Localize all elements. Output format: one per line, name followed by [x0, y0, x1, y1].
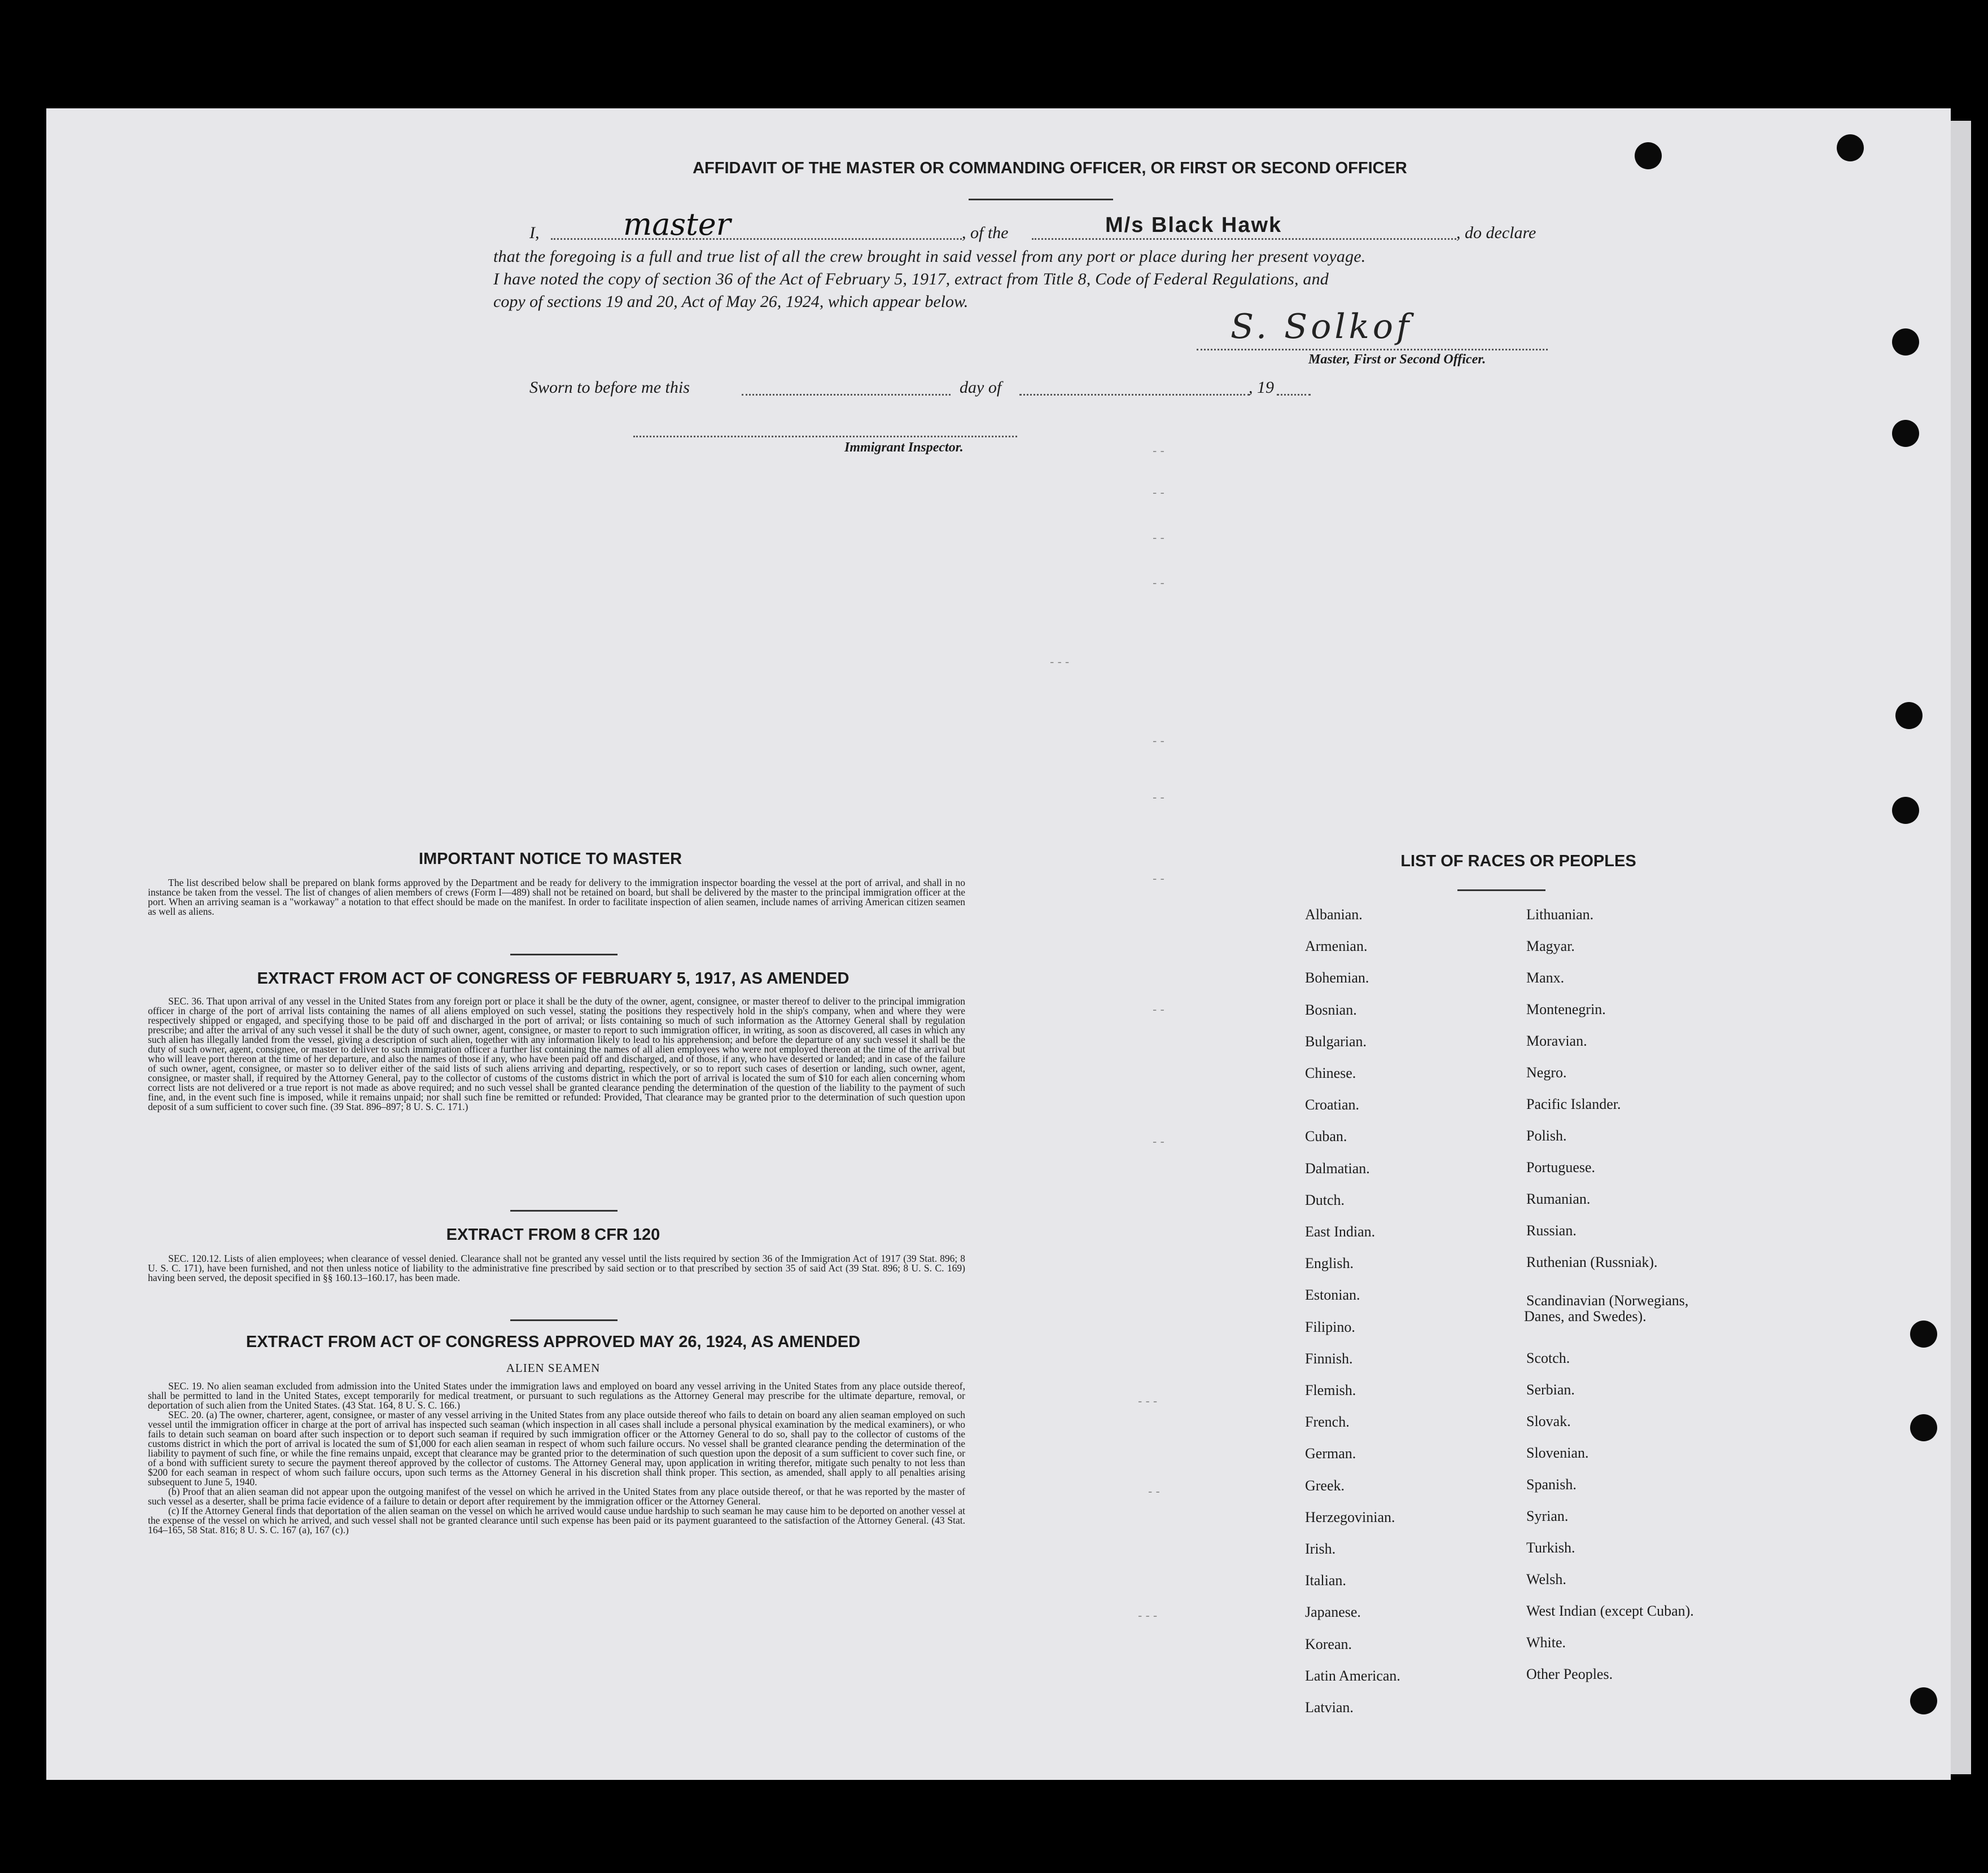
- race-item: Serbian.: [1526, 1381, 1575, 1398]
- faint-mark: - -: [1153, 1134, 1164, 1148]
- race-item: Other Peoples.: [1526, 1666, 1613, 1682]
- extract-cfr-title: EXTRACT FROM 8 CFR 120: [446, 1226, 660, 1244]
- race-item: Lithuanian.: [1526, 906, 1594, 923]
- race-item: Montenegrin.: [1526, 1001, 1606, 1017]
- section-rule: [510, 954, 618, 955]
- extract-1917-text: [148, 997, 965, 1112]
- year-label: , 19: [1249, 378, 1274, 397]
- faint-mark: - -: [1153, 576, 1164, 590]
- race-item: Russian.: [1526, 1222, 1577, 1239]
- page-edge: [1951, 121, 1971, 1774]
- name-line: [551, 238, 962, 240]
- race-item: Korean.: [1305, 1635, 1352, 1652]
- race-item: Scotch.: [1526, 1350, 1570, 1366]
- race-item: Latin American.: [1305, 1667, 1400, 1684]
- sec-36-paragraph: SEC. 36. That upon arrival of any vessel in the United States from any foreign port or place it shall be the duty of the owner, agent, consignee, or master thereof to deliver to the principal immigration officer in charge of the port of arrival lists containing the names of all aliens employed on such vessel, stating the positions they respectively hold in the ship's company, when and where they were respectively shipped or engaged, and specifying those to be paid off and discharged in the port of arrival; or lists containing so much of such information as the Attorney General shall by regulation prescribe; and after the arrival of any such vessel it shall be the duty of such owner, agent, consignee, or master to report to such immigration officer, in writing, as soon as discovered, all cases in which any such alien has illegally landed from the vessel, giving a description of such alien, together with any information likely to lead to his apprehension; and before the departure of any such vessel it shall be the duty of such owner, agent, consignee, or master to deliver to such immigration officer a further list containing the names of all alien employees who were not employed thereon at the time of the arrival but who will leave port thereon at the time of her departure, and also the names of those if any, who have been paid off and discharged, and of those, if any, who have deserted or landed; and in case of the failure of such owner, agent, consignee, or master so to deliver either of the said lists of such aliens arriving and departing, respectively, or so to report such cases of desertion or landing, such owner, agent, consignee, or master shall, if required by the Attorney General, pay to the collector of customs of the customs district in which the port of arrival is located the sum of $10 for each alien concerning whom correct lists are not delivered or a true report is not made as above required; and no such vessel shall be granted clearance pending the determination of the question of the liability to the payment of such fine, and, in the event such fine is imposed, while it remains unpaid; nor shall such fine be remitted or refunded: Provided, That clearance may be granted prior to the determination of such question upon deposit of a sum sufficient to cover such fine. (39 Stat. 896–897; 8 U. S. C. 171.): [148, 995, 965, 1112]
- race-item: Moravian.: [1526, 1033, 1587, 1049]
- race-item: Albanian.: [1305, 906, 1363, 923]
- inspector-caption: Immigrant Inspector.: [844, 440, 964, 455]
- notice-text: [148, 878, 965, 916]
- extract-cfr-text: [148, 1254, 965, 1283]
- inspector-line: [633, 436, 1017, 437]
- race-item: White.: [1526, 1634, 1566, 1651]
- race-item: Finnish.: [1305, 1350, 1353, 1367]
- faint-mark: - -: [1153, 1002, 1164, 1016]
- sworn-day-line: [742, 394, 951, 396]
- faint-mark: - -: [1153, 790, 1164, 804]
- sec-20c-paragraph: (c) If the Attorney General finds that deportation of the alien seaman on the vessel on which he arrived would cause undue hardship to such seaman he may cause him to be deported on another vessel at the expense of the vessel on which he arrived, and such vessel shall not be granted clearance until such expense has been paid or its payment guaranteed to the satisfaction of the Attorney General. (43 Stat. 164–165, 58 Stat. 816; 8 U. S. C. 167 (a), 167 (c).): [148, 1505, 965, 1536]
- sec-20a-paragraph: SEC. 20. (a) The owner, charterer, agent, consignee, or master of any vessel arriving in the United States from any place outside thereof who fails to detain on board any alien seaman employed on such vessel until the immigration officer in charge at the port of arrival has inspected such seaman (which inspection in all cases shall include a personal physical examination by the medical examiners), or who fails to detain such seaman on board after such inspection or to deport such seaman if required by such immigration officer or the Attorney General to do so, shall pay to the collector of customs of the customs district in which the port of arrival is located the sum of $1,000 for each alien seaman in respect of whom such failure occurs. No vessel shall be granted clearance pending the determination of the liability to payment of such fine, or while the fine remains unpaid, except that clearance may be granted prior to the determination of such question upon the deposit of a sum sufficient to cover such fine, or of a bond with sufficient surety to secure the payment thereof approved by the collector of customs. The Attorney General may, upon application in writing therefor, mitigate such penalty to not less than $200 for each seaman in respect of whom such failure occurs, upon such terms as the Attorney General in his discretion shall think proper. This section, as amended, shall apply to all penalties arising subsequent to June 5, 1940.: [148, 1409, 965, 1488]
- race-item: Greek.: [1305, 1477, 1345, 1494]
- race-item: Irish.: [1305, 1541, 1336, 1557]
- sworn-month-line: [1019, 394, 1250, 396]
- faint-mark: - -: [1153, 444, 1164, 458]
- sworn-label: Sworn to before me this: [529, 378, 690, 397]
- i-label: I,: [529, 223, 540, 242]
- race-item: Herzegovinian.: [1305, 1508, 1395, 1525]
- race-item: Portuguese.: [1526, 1159, 1596, 1175]
- faint-mark: - -: [1153, 871, 1164, 885]
- race-item: Flemish.: [1305, 1382, 1356, 1398]
- race-item: Bulgarian.: [1305, 1033, 1367, 1050]
- signature-caption: Master, First or Second Officer.: [1308, 352, 1486, 367]
- race-item: Spanish.: [1526, 1476, 1577, 1493]
- race-item: English.: [1305, 1255, 1354, 1272]
- punch-hole: [1837, 134, 1864, 161]
- punch-hole: [1910, 1414, 1937, 1441]
- punch-hole: [1910, 1321, 1937, 1348]
- race-item: Rumanian.: [1526, 1191, 1591, 1207]
- notice-title: IMPORTANT NOTICE TO MASTER: [418, 850, 682, 868]
- race-item: Welsh.: [1526, 1571, 1566, 1587]
- races-rule: [1457, 889, 1545, 891]
- affidavit-line-4: copy of sections 19 and 20, Act of May 26, 1924, which appear below.: [493, 292, 969, 311]
- sec-20b-paragraph: (b) Proof that an alien seaman did not appear upon the outgoing manifest of the vessel on which he arrived in the United States from any place outside thereof, or that he was reported by the master of such vessel as a deserter, shall be prima facie evidence of a failure to detain or deport after requirement by the immigration officer or the Attorney General.: [148, 1486, 965, 1507]
- race-item: German.: [1305, 1445, 1356, 1462]
- alien-seamen-subtitle: ALIEN SEAMEN: [506, 1361, 601, 1375]
- name-field: master: [623, 207, 731, 242]
- section-rule: [510, 1210, 618, 1212]
- faint-mark: - -: [1148, 1484, 1160, 1498]
- race-item: Filipino.: [1305, 1318, 1355, 1335]
- race-item: Armenian.: [1305, 938, 1368, 955]
- title-rule: [969, 199, 1113, 200]
- punch-hole: [1635, 142, 1662, 169]
- extract-1917-title: EXTRACT FROM ACT OF CONGRESS OF FEBRUARY 5, 1917, AS AMENDED: [257, 970, 850, 988]
- section-rule: [510, 1319, 618, 1321]
- race-item: Cuban.: [1305, 1128, 1347, 1145]
- race-item: Chinese.: [1305, 1065, 1356, 1081]
- race-item: East Indian.: [1305, 1223, 1376, 1240]
- race-item: Estonian.: [1305, 1287, 1360, 1304]
- race-item: Italian.: [1305, 1572, 1346, 1589]
- race-item: Slovenian.: [1526, 1445, 1589, 1461]
- race-item: Manx.: [1526, 970, 1565, 986]
- race-item: French.: [1305, 1414, 1350, 1431]
- race-item: Dutch.: [1305, 1191, 1345, 1208]
- faint-mark: - -: [1153, 530, 1164, 545]
- race-item: Japanese.: [1305, 1604, 1361, 1621]
- of-the-label: , of the: [962, 223, 1009, 242]
- faint-mark: - -: [1153, 485, 1164, 499]
- race-item: Croatian.: [1305, 1096, 1360, 1113]
- race-item: Polish.: [1526, 1128, 1567, 1144]
- officer-signature: S. Solkof: [1231, 307, 1413, 346]
- race-item: Slovak.: [1526, 1413, 1571, 1429]
- sec-19-paragraph: SEC. 19. No alien seaman excluded from admission into the United States under the immigration laws and employed on board any vessel arriving in the United States from any place outside thereof, shall be permitted to land in the United States, except temporarily for medical treatment, or pursuant to such regulations as the Attorney General may prescribe for the ultimate departure, removal, or deportation of such alien from the United States. (43 Stat. 164, 8 U. S. C. 166.): [148, 1380, 965, 1411]
- vessel-field: M/s Black Hawk: [1105, 213, 1282, 237]
- faint-mark: - - -: [1138, 1608, 1158, 1622]
- signature-line: [1197, 349, 1548, 350]
- affidavit-line-3: I have noted the copy of section 36 of the Act of February 5, 1917, extract from Title 8, Code of Federal Regulations, and: [493, 270, 1329, 288]
- faint-mark: - - -: [1050, 655, 1070, 669]
- race-item: Scandinavian (Norwegians,: [1526, 1292, 1689, 1309]
- year-line: [1277, 394, 1311, 396]
- do-declare-label: , do declare: [1456, 223, 1536, 242]
- race-item: Magyar.: [1526, 938, 1575, 954]
- punch-hole: [1910, 1687, 1937, 1714]
- race-item: West Indian (except Cuban).: [1526, 1603, 1694, 1619]
- punch-hole: [1892, 328, 1919, 356]
- vessel-line: [1032, 238, 1456, 240]
- notice-paragraph: The list described below shall be prepared on blank forms approved by the Department and be ready for delivery to the immigration inspector boarding the vessel at the port of arrival, and shall in no instance be taken from the vessel. The list of changes of alien members of crews (Form I—489) shall not be retained on board, but shall be delivered by the master to the principal immigration officer at the port. When an arriving seaman is a "workaway" a notation to that effect should be made on the manifest. In order to facilitate inspection of alien seamen, include names of arriving American citizen seamen as well as aliens.: [148, 877, 965, 917]
- affidavit-line-2: that the foregoing is a full and true list of all the crew brought in said vessel from any port or place during her present voyage.: [493, 247, 1366, 266]
- race-item: Bosnian.: [1305, 1001, 1357, 1018]
- race-item: Bohemian.: [1305, 970, 1369, 986]
- race-item: Syrian.: [1526, 1508, 1569, 1524]
- race-item: Ruthenian (Russniak).: [1526, 1254, 1658, 1270]
- race-item: Dalmatian.: [1305, 1160, 1370, 1177]
- race-item: Pacific Islander.: [1526, 1096, 1621, 1112]
- faint-mark: - -: [1153, 734, 1164, 748]
- extract-1924-title: EXTRACT FROM ACT OF CONGRESS APPROVED MAY 26, 1924, AS AMENDED: [246, 1333, 861, 1351]
- race-item: Danes, and Swedes).: [1524, 1308, 1647, 1324]
- race-item: Negro.: [1526, 1064, 1567, 1081]
- punch-hole: [1895, 702, 1923, 729]
- races-title: LIST OF RACES OR PEOPLES: [1400, 852, 1636, 870]
- race-item: Latvian.: [1305, 1699, 1354, 1716]
- extract-1924-text: [148, 1381, 965, 1535]
- punch-hole: [1892, 797, 1919, 824]
- affidavit-title: AFFIDAVIT OF THE MASTER OR COMMANDING OFFICER, OR FIRST OR SECOND OFFICER: [693, 159, 1407, 177]
- day-of-label: day of: [960, 378, 1002, 397]
- punch-hole: [1892, 420, 1919, 447]
- race-item: Turkish.: [1526, 1539, 1575, 1556]
- sec-120-paragraph: SEC. 120.12. Lists of alien employees; when clearance of vessel denied. Clearance shall not be granted any vessel until the lists required by section 36 of the Immigration Act of 1917 (39 Stat. 896; 8 U. S. C. 171), have been furnished, and not then unless notice of liability to the administrative fine prescribed by said section or to that prescribed by section 35 of said Act (39 Stat. 896; 8 U. S. C. 169) having been served, the deposit specified in §§ 160.13–160.17, has been made.: [148, 1253, 965, 1283]
- faint-mark: - - -: [1138, 1394, 1158, 1408]
